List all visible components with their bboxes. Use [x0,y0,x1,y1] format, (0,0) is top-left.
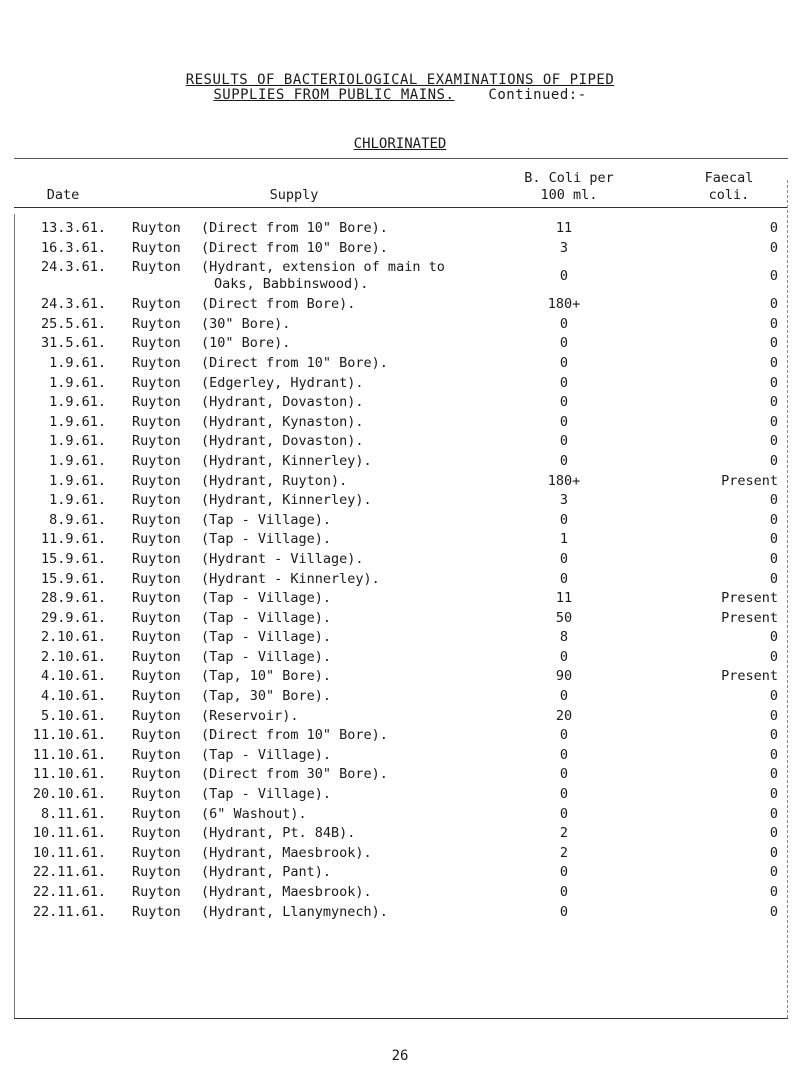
table-row [14,629,788,649]
table-body [14,220,788,923]
row-location: Ruyton [132,531,181,548]
row-supply: (Hydrant - Village). [201,550,364,567]
table-top-rule [14,158,788,159]
row-supply: (Hydrant, Pant). [201,864,332,881]
row-supply: (Hydrant, Dovaston). [201,394,364,411]
row-coli-count: 11 [555,220,573,236]
row-supply: (30" Bore). [201,315,291,332]
row-coli-count: 0 [559,511,569,528]
table-row [14,610,788,630]
row-faecal-coli: 0 [769,239,778,256]
row-coli-count: 3 [559,239,569,256]
row-date: 11.10.61. [32,746,106,763]
row-supply: (Edgerley, Hydrant). [201,374,364,391]
row-faecal-coli: 0 [769,570,778,587]
table-row [14,688,788,708]
table-row [14,414,788,434]
table-header [14,170,788,204]
row-coli-count: 0 [559,805,569,822]
row-date: 31.5.61. [40,335,106,352]
row-supply: (Direct from 10" Bore). [201,354,388,371]
table-row [14,766,788,786]
results-table [14,170,788,204]
row-faecal-coli: Present [721,590,778,607]
table-row [14,884,788,904]
row-coli-count: 0 [559,433,569,450]
row-date: 24.3.61. [40,296,106,313]
row-supply: (Tap - Village). [201,629,332,646]
table-row [14,708,788,728]
table-row [14,394,788,414]
row-supply: (Tap - Village). [201,590,332,607]
row-date: 1.9.61. [49,433,106,450]
row-location: Ruyton [132,433,181,450]
row-faecal-coli: 0 [769,688,778,705]
row-coli-count: 0 [559,413,569,430]
row-date: 1.9.61. [49,492,106,509]
row-date: 1.9.61. [49,472,106,489]
row-faecal-coli: 0 [769,707,778,724]
row-faecal-coli: 0 [769,629,778,646]
row-date: 13.3.61. [40,220,106,236]
row-date: 1.9.61. [49,394,106,411]
row-supply: (Hydrant, extension of main to [201,259,445,276]
row-faecal-coli: Present [721,609,778,626]
row-coli-count: 0 [559,570,569,587]
row-supply: (Hydrant, Kynaston). [201,413,364,430]
row-date: 24.3.61. [40,259,106,276]
row-faecal-coli: 0 [769,903,778,920]
page-number: 26 [391,1048,409,1064]
row-faecal-coli: 0 [769,786,778,803]
row-location: Ruyton [132,335,181,352]
row-coli-count: 8 [559,629,569,646]
section-heading: CHLORINATED [353,136,447,152]
row-location: Ruyton [132,394,181,411]
table-row [14,453,788,473]
row-location: Ruyton [132,452,181,469]
row-date: 1.9.61. [49,413,106,430]
row-coli-count: 0 [559,354,569,371]
header-date: Date [46,187,80,203]
row-coli-count: 11 [555,590,573,607]
row-coli-count: 2 [559,825,569,842]
row-date: 29.9.61. [40,609,106,626]
row-supply: (Hydrant, Maesbrook). [201,844,372,861]
table-row [14,335,788,355]
row-date: 10.11.61. [32,844,106,861]
table-row [14,316,788,336]
row-supply: (Direct from Bore). [201,296,356,313]
row-location: Ruyton [132,629,181,646]
row-faecal-coli: 0 [769,433,778,450]
row-coli-count: 50 [555,609,573,626]
row-supply: (Tap - Village). [201,786,332,803]
row-faecal-coli: 0 [769,805,778,822]
row-supply: (Tap, 30" Bore). [201,688,332,705]
row-date: 20.10.61. [32,786,106,803]
row-location: Ruyton [132,296,181,313]
row-coli-count: 0 [559,688,569,705]
table-row [14,473,788,493]
row-faecal-coli: 0 [769,354,778,371]
row-faecal-coli: Present [721,472,778,489]
row-date: 4.10.61. [40,688,106,705]
row-location: Ruyton [132,805,181,822]
row-location: Ruyton [132,727,181,744]
row-coli-count: 180+ [547,472,581,489]
row-location: Ruyton [132,884,181,900]
table-row [14,806,788,826]
row-coli-count: 0 [559,452,569,469]
row-faecal-coli: 0 [769,413,778,430]
table-row [14,727,788,747]
row-supply: (Hydrant, Pt. 84B). [201,825,356,842]
header-faecal: Faecal coli. [704,170,754,203]
row-supply: (Tap - Village). [201,531,332,548]
row-supply: (Hydrant, Llanymynech). [201,903,388,920]
row-coli-count: 2 [559,844,569,861]
row-date: 2.10.61. [40,648,106,665]
table-row [14,375,788,395]
row-location: Ruyton [132,825,181,842]
row-date: 8.9.61. [49,511,106,528]
row-supply: (Tap - Village). [201,511,332,528]
row-date: 16.3.61. [40,239,106,256]
table-row [14,649,788,669]
row-location: Ruyton [132,550,181,567]
row-faecal-coli: 0 [769,315,778,332]
row-faecal-coli: 0 [769,864,778,881]
table-row [14,904,788,924]
row-location: Ruyton [132,688,181,705]
row-faecal-coli: 0 [769,492,778,509]
row-coli-count: 0 [559,864,569,881]
row-coli-count: 0 [559,727,569,744]
table-row [14,786,788,806]
row-location: Ruyton [132,903,181,920]
row-coli-count: 0 [559,374,569,391]
row-location: Ruyton [132,609,181,626]
row-date: 10.11.61. [32,825,106,842]
row-coli-count: 0 [559,268,569,285]
row-faecal-coli: 0 [769,296,778,313]
table-row [14,571,788,591]
row-location: Ruyton [132,844,181,861]
bottom-rule [14,1018,788,1019]
row-faecal-coli: 0 [769,825,778,842]
row-faecal-coli: 0 [769,531,778,548]
row-faecal-coli: 0 [769,452,778,469]
table-row [14,296,788,316]
row-date: 28.9.61. [40,590,106,607]
row-supply: (6" Washout). [201,805,307,822]
row-faecal-coli: 0 [769,746,778,763]
row-supply: (Hydrant, Dovaston). [201,433,364,450]
row-date: 1.9.61. [49,374,106,391]
header-rule [14,207,788,208]
header-supply: Supply [269,187,319,203]
row-supply: (Direct from 10" Bore). [201,239,388,256]
row-faecal-coli: 0 [769,511,778,528]
row-coli-count: 0 [559,394,569,411]
row-location: Ruyton [132,746,181,763]
row-faecal-coli: 0 [769,648,778,665]
row-coli-count: 0 [559,335,569,352]
table-row [14,668,788,688]
row-coli-count: 20 [555,707,573,724]
table-row [14,492,788,512]
row-location: Ruyton [132,570,181,587]
header-coli: B. Coli per 100 ml. [524,170,614,203]
row-supply: (Hydrant, Maesbrook). [201,884,372,900]
row-location: Ruyton [132,472,181,489]
row-supply-continued: Oaks, Babbinswood). [214,276,369,293]
row-supply: (Tap, 10" Bore). [201,668,332,685]
row-location: Ruyton [132,374,181,391]
row-date: 11.10.61. [32,727,106,744]
table-row [14,355,788,375]
row-faecal-coli: 0 [769,268,778,285]
row-date: 11.10.61. [32,766,106,783]
row-supply: (Hydrant, Kinnerley). [201,492,372,509]
row-location: Ruyton [132,220,181,236]
row-coli-count: 90 [555,668,573,685]
row-date: 1.9.61. [49,354,106,371]
row-date: 25.5.61. [40,315,106,332]
row-location: Ruyton [132,668,181,685]
row-date: 22.11.61. [32,864,106,881]
row-supply: (Reservoir). [201,707,299,724]
row-coli-count: 1 [559,531,569,548]
row-coli-count: 0 [559,648,569,665]
document-title-line1: RESULTS OF BACTERIOLOGICAL EXAMINATIONS OF PIPED [185,72,615,88]
row-supply: (Tap - Village). [201,746,332,763]
row-coli-count: 0 [559,884,569,900]
row-supply: (Direct from 10" Bore). [201,727,388,744]
row-date: 4.10.61. [40,668,106,685]
row-date: 2.10.61. [40,629,106,646]
row-coli-count: 0 [559,786,569,803]
row-coli-count: 0 [559,315,569,332]
row-faecal-coli: 0 [769,220,778,236]
table-row [14,551,788,571]
row-location: Ruyton [132,648,181,665]
table-row [14,825,788,845]
row-supply: (Direct from 30" Bore). [201,766,388,783]
row-faecal-coli: 0 [769,335,778,352]
row-coli-count: 3 [559,492,569,509]
row-location: Ruyton [132,413,181,430]
table-row [14,864,788,884]
row-date: 8.11.61. [40,805,106,822]
table-row [14,220,788,240]
row-date: 22.11.61. [32,903,106,920]
row-supply: (Hydrant - Kinnerley). [201,570,380,587]
row-date: 1.9.61. [49,452,106,469]
table-row [14,531,788,551]
row-location: Ruyton [132,259,181,276]
row-coli-count: 0 [559,550,569,567]
table-row [14,433,788,453]
row-faecal-coli: 0 [769,766,778,783]
row-date: 22.11.61. [32,884,106,900]
row-location: Ruyton [132,315,181,332]
table-row [14,845,788,865]
row-coli-count: 0 [559,766,569,783]
continued-label: Continued:- [488,87,587,103]
row-faecal-coli: 0 [769,884,778,900]
row-location: Ruyton [132,511,181,528]
row-supply: (Hydrant, Ruyton). [201,472,348,489]
table-row [14,512,788,532]
row-faecal-coli: 0 [769,844,778,861]
document-title-line2: SUPPLIES FROM PUBLIC MAINS. Continued:- [213,87,587,103]
table-row [14,240,788,260]
row-coli-count: 0 [559,746,569,763]
row-date: 15.9.61. [40,570,106,587]
row-faecal-coli: 0 [769,374,778,391]
row-location: Ruyton [132,786,181,803]
row-faecal-coli: Present [721,668,778,685]
row-date: 5.10.61. [40,707,106,724]
row-faecal-coli: 0 [769,727,778,744]
table-row [14,747,788,767]
row-supply: (10" Bore). [201,335,291,352]
table-row [14,590,788,610]
row-supply: (Direct from 10" Bore). [201,220,388,236]
row-location: Ruyton [132,239,181,256]
row-faecal-coli: 0 [769,394,778,411]
table-row [14,259,788,296]
row-location: Ruyton [132,354,181,371]
row-location: Ruyton [132,766,181,783]
row-supply: (Hydrant, Kinnerley). [201,452,372,469]
row-supply: (Tap - Village). [201,609,332,626]
row-date: 15.9.61. [40,550,106,567]
row-location: Ruyton [132,864,181,881]
row-location: Ruyton [132,590,181,607]
row-coli-count: 0 [559,903,569,920]
row-faecal-coli: 0 [769,550,778,567]
row-date: 11.9.61. [40,531,106,548]
row-location: Ruyton [132,492,181,509]
row-coli-count: 180+ [547,296,581,313]
row-supply: (Tap - Village). [201,648,332,665]
row-location: Ruyton [132,707,181,724]
